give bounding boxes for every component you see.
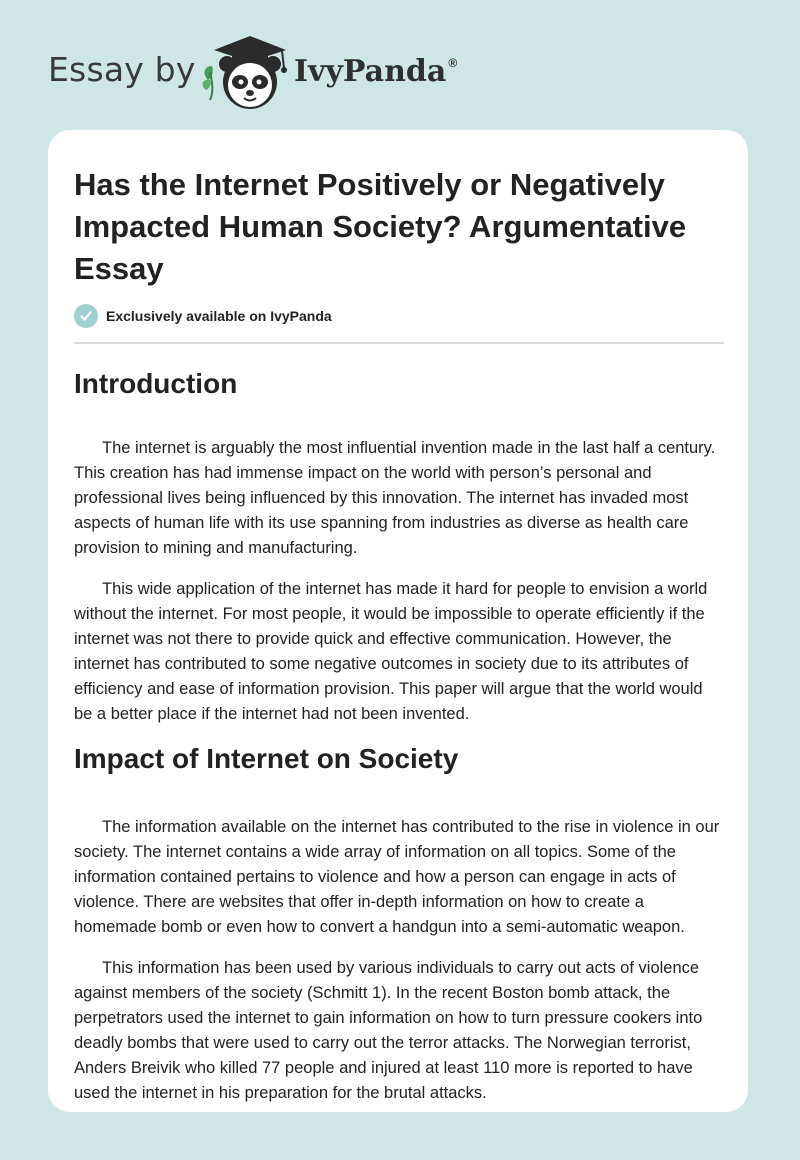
essay-title: Has the Internet Positively or Negatively Impacted Human Society? Argumentative Essay	[74, 167, 687, 286]
check-icon	[74, 304, 98, 328]
essay-card	[48, 130, 748, 1112]
section-heading: Impact of Internet on Society	[74, 743, 459, 774]
exclusive-label: Exclusively available on IvyPanda	[106, 308, 332, 324]
exclusive-badge	[74, 302, 724, 330]
paragraph: The information available on the internet has contributed to the rise in violence in our society. The internet contains a wide array of information on all topics. Some of the information contained pertains to violence and how a person can engage in acts of violence. There are websites that offer in-depth information on how to create a homemade bomb or even how to convert a handgun into a semi-automatic weapon.	[74, 818, 720, 936]
site-header	[48, 28, 748, 118]
section-impact	[74, 741, 724, 1106]
brand-name[interactable]: IvyPanda ®	[294, 54, 458, 89]
registered-mark: ®	[448, 56, 458, 70]
section-introduction	[74, 366, 724, 727]
panda-graduate-icon[interactable]	[200, 32, 296, 114]
paragraph: This wide application of the internet has made it hard for people to envision a world without the internet. For most people, it would be impossible to operate efficiently if the internet was not there to provide quick and effective communication. However, the internet has contributed to some negative outcomes in society due to its attributes of efficiency and ease of information provision. This paper will argue that the world would be a better place if the internet had not been invented.	[74, 580, 708, 723]
paragraph: This information has been used by various individuals to carry out acts of violence against members of the society (Schmitt 1). In the recent Boston bomb attack, the perpetrators used the internet to gain information on how to turn pressure cookers into deadly bombs that were used to carry out the terror attacks. The Norwegian terrorist, Anders Breivik who killed 77 people and injured at least 110 more is reported to have used the internet in his preparation for the brutal attacks.	[74, 959, 703, 1102]
essay-content	[74, 164, 724, 1106]
section-heading: Introduction	[74, 368, 238, 399]
divider	[74, 342, 724, 344]
essay-by-label: Essay by	[48, 50, 196, 89]
paragraph: The internet is arguably the most influential invention made in the last half a century. This creation has had immense impact on the world with person’s personal and professional lives being influenced by this innovation. The internet has invaded most aspects of human life with its use spanning from industries as diverse as health care provision to mining and manufacturing.	[74, 439, 716, 557]
